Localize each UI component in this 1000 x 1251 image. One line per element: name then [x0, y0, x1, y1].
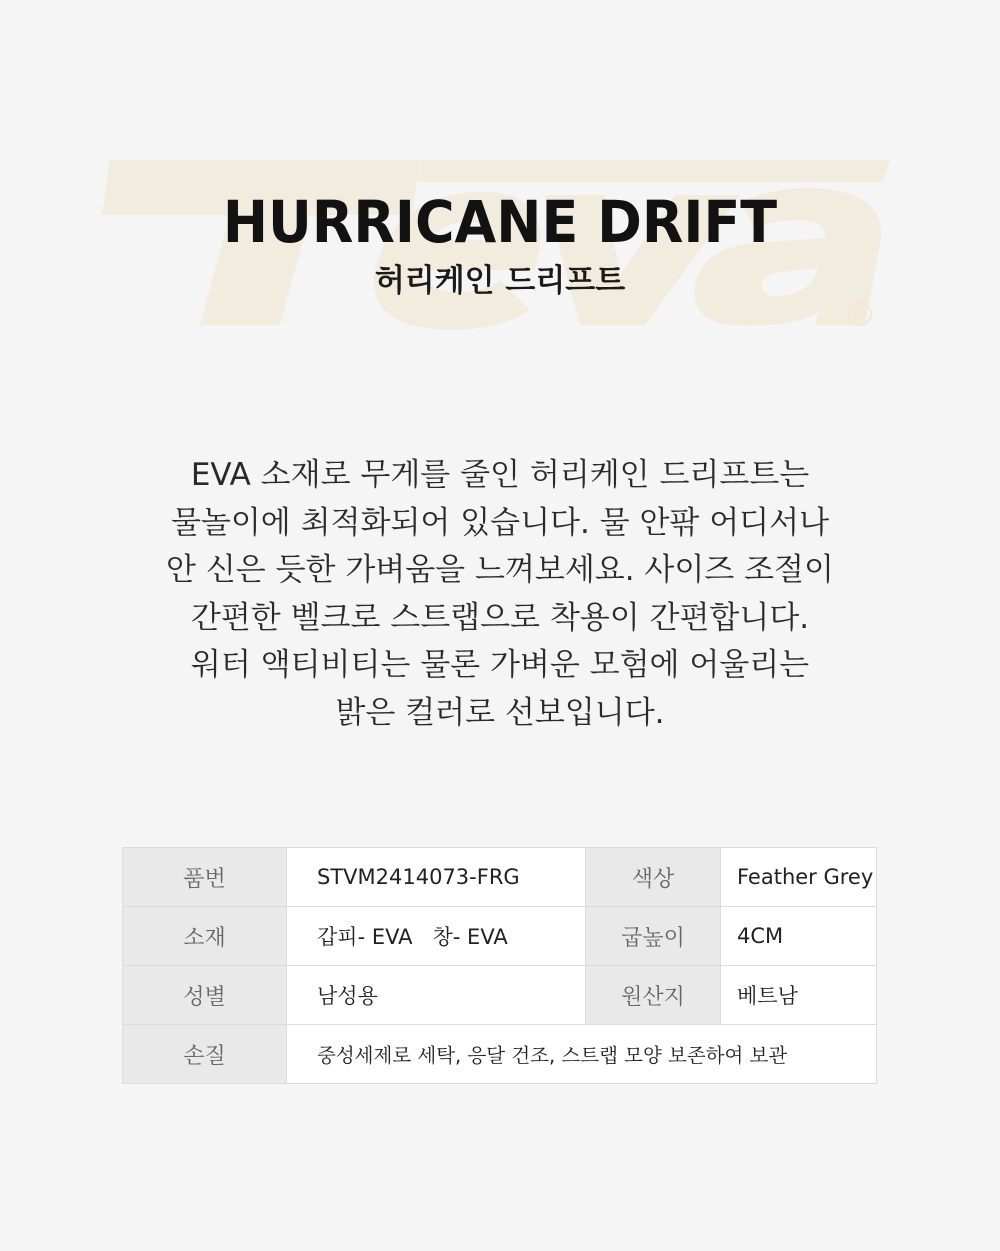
- spec-table: [122, 847, 877, 1084]
- description-line: 간편한 벨크로 스트랩으로 착용이 간편합니다.: [190, 599, 810, 636]
- material-value: 갑피- EVA 창- EVA: [287, 907, 586, 966]
- color-label: 색상: [586, 848, 721, 907]
- origin-label: 원산지: [586, 966, 721, 1025]
- model-no-value: STVM2414073-FRG: [287, 848, 586, 907]
- product-title: HURRICANE DRIFT: [222, 188, 778, 256]
- gender-label: 성별: [123, 966, 287, 1025]
- spec-row: [123, 907, 877, 966]
- spec-row: [123, 1025, 877, 1084]
- product-description: [150, 452, 850, 737]
- origin-value: 베트남: [721, 966, 877, 1025]
- color-value: Feather Grey: [721, 848, 877, 907]
- description-line: 물놀이에 최적화되어 있습니다. 물 안팎 어디서나: [170, 504, 830, 541]
- description-line: 워터 액티비티는 물론 가벼운 모험에 어울리는: [190, 647, 810, 683]
- description-line: 밝은 컬러로 선보입니다.: [335, 694, 665, 731]
- heel-height-label: 굽높이: [586, 907, 721, 966]
- care-label: 손질: [123, 1025, 287, 1084]
- heel-height-value: 4CM: [721, 907, 877, 966]
- care-value: 중성세제로 세탁, 응달 건조, 스트랩 모양 보존하여 보관: [287, 1025, 877, 1084]
- product-subtitle: 허리케인 드리프트: [374, 263, 626, 299]
- model-no-label: 품번: [123, 848, 287, 907]
- hero-section: [0, 0, 1000, 420]
- gender-value: 남성용: [287, 966, 586, 1025]
- spec-row: [123, 848, 877, 907]
- spec-row: [123, 966, 877, 1025]
- material-label: 소재: [123, 907, 287, 966]
- description-line: EVA 소재로 무게를 줄인 허리케인 드리프트는: [190, 457, 810, 493]
- description-line: 안 신은 듯한 가벼움을 느껴보세요. 사이즈 조절이: [166, 552, 834, 588]
- registered-trademark-icon: ®: [848, 302, 872, 326]
